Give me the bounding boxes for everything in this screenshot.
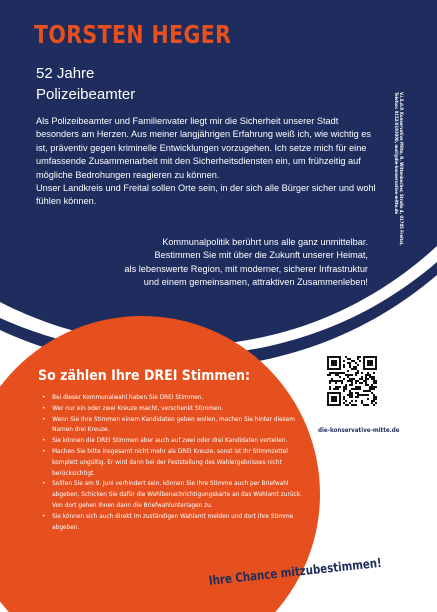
intro-text [36, 115, 376, 209]
voting-rules-list [42, 393, 302, 533]
intro-paragraph: Unser Landkreis und Freital sollen Orte sein, in der sich alle Bürger sicher und wohl fühlen können. [36, 183, 376, 207]
website-url: die-konservative-mitte.de [318, 427, 400, 434]
voting-rule: • Bei dieser Kommunalwahl haben Sie DREI Stimmen. [42, 393, 304, 404]
closing-line: Kommunalpolitik berührt uns alle ganz unmittelbar. [162, 237, 368, 247]
closing-line: und einem gemeinsamen, attraktiven Zusammenleben! [143, 277, 368, 288]
closing-line: als lebenswerte Region, mit moderner, sicherer Infrastruktur [124, 263, 368, 274]
voting-rule: • Wenn Sie Ihre Stimmen einem Kandidaten geben wollen, machen Sie hinter diesem Namen drei Kreuze. [42, 415, 304, 437]
candidate-age: 52 Jahre [36, 65, 95, 82]
closing-text [68, 236, 368, 290]
voting-rule: • Sollten Sie am 9. Juni verhindert sein, können Sie Ihre Stimme auch per Briefwahl abgeben. Schicken Sie dafür die Wahlbenachrichtigungskarte an das Wahlamt zurück. Von dort gehen Ihnen dann die Briefwahlunterlagen zu. [42, 479, 304, 511]
candidate-name: TORSTEN HEGER [34, 20, 232, 49]
slogan: Ihre Chance mitzubestimmen! [208, 554, 383, 588]
voting-title: So zählen Ihre DREI Stimmen: [38, 368, 251, 384]
voting-rule: • Machen Sie bitte insgesamt nicht mehr als DREI Kreuze, sonst ist Ihr Stimmzettel komplett ungültig. Er wird dann bei der Feststellung des Wahlergebnisses nicht berücksichtigt. [42, 447, 304, 479]
imprint-text: V.i.S.d.P. Konservative Mitte, R. Wittenbecher, Straße 4, 01705 Freital, Telefon: 0152/0193000, mail@die-konservative-mitte.de [393, 92, 403, 246]
closing-line: Bestimmen Sie mit über die Zukunft unserer Heimat, [154, 250, 368, 261]
intro-paragraph: Als Polizeibeamter und Familienvater liegt mir die Sicherheit unserer Stadt besonders am Herzen. Aus meiner langjährigen Erfahrung weiß ich, wie wichtig es ist, präventiv gegen kriminelle Entwicklungen vorzugehen. Ich setze mich für eine umfassende Zusammenarbeit mit den Sicherheitsdiensten ein, um frühzeitig auf mögliche Bedrohungen reagieren zu können. [36, 116, 371, 180]
voting-rule: • Sie können die DREI Stimmen aber auch auf zwei oder drei Kandidaten verteilen. [42, 436, 304, 447]
voting-rule: • Sie können sich auch direkt im zuständigen Wahlamt melden und dort Ihre Stimme abgeben. [42, 512, 304, 534]
imprint-container [392, 92, 403, 252]
qr-code-icon[interactable] [327, 356, 377, 406]
voting-rule: • Wer nur ein oder zwei Kreuze macht, verschenkt Stimmen. [42, 404, 304, 415]
candidate-occupation: Polizeibeamter [36, 86, 136, 103]
